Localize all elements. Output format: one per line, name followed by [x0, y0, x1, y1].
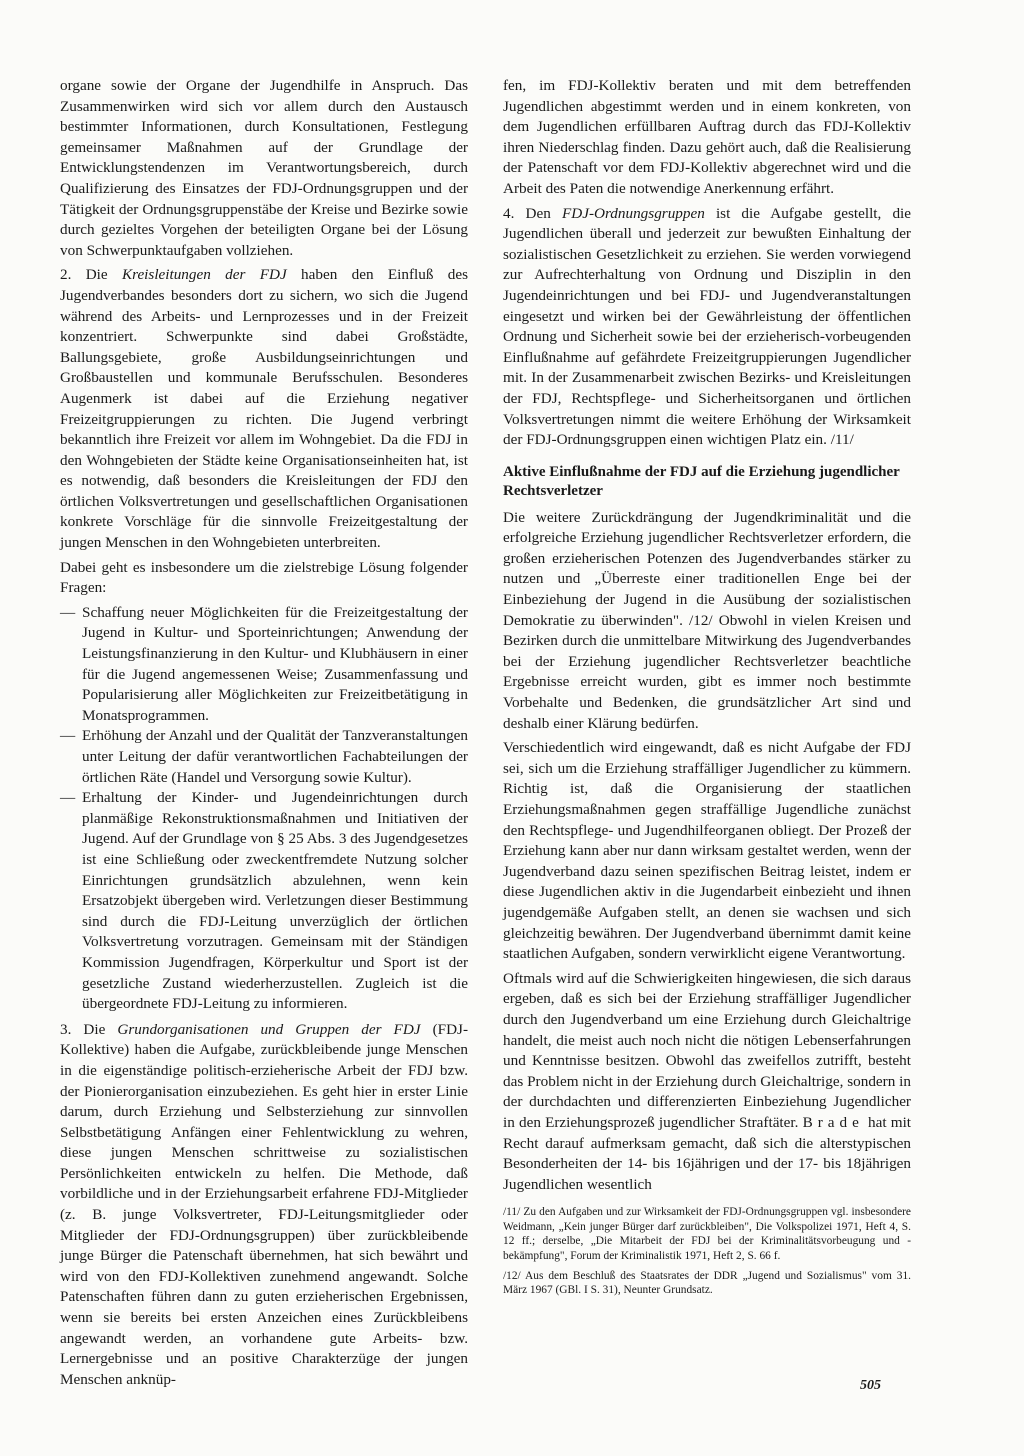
- paragraph-text: hat mit Recht darauf aufmerksam gemacht, daß sich die alterstypischen Besonderheiten der 14- bis 16jährigen und der 17- bis 18jährigen Jugendlichen wesentlich: [503, 1113, 912, 1193]
- emphasis-grundorganisationen: Grundorganisationen und Gruppen der FDJ: [117, 1020, 421, 1038]
- right-paragraph-3: Die weitere Zurückdrängung der Jugendkriminalität und die erfolgreiche Erziehung jugendlicher Rechtsverletzer erfordern, die großen erzieherischen Potenzen des Jugendverbandes stärker zu nutzen und „Überreste einer traditionellen Enge bei der Einbeziehung der Jugend in die Ausübung der sozialistischen Demokratie zu überwinden". /12/ Obwohl in vielen Kreisen und Bezirken durch die unmittelbare Mitwirkung des Jugendverbandes bei der Erziehung jugendlicher Rechtsverletzer beachtliche Ergebnisse erreicht wurden, gibt es immer noch bestimmte Vorbehalte und Bedenken, die grundsätzlicher Art sind und deshalb einer Klärung bedürfen.: [503, 508, 911, 732]
- list-item: — Erhaltung der Kinder- und Jugendeinrichtungen durch planmäßige Rekonstruktionsmaßnahmen und Initiativen der Jugend. Auf der Grundlage von § 25 Abs. 3 des Jugendgesetzes ist eine Schließung oder zweckentfremdete Nutzung solcher Einrichtungen grundsätzlich abzulehnen, wenn kein Ersatzobjekt übergeben wird. Verletzungen dieser Bestimmung sind durch die FDJ-Leitung unverzüglich der örtlichen Volksvertretung vorzutragen. Gemeinsam mit der Ständigen Kommission Jugendfragen, Körperkultur und Sport ist der gesetzliche Zustand wiederherzustellen. Zugleich ist die übergeordnete FDJ-Leitung zu informieren.: [60, 788, 468, 1015]
- item-number: 4. Den: [503, 204, 551, 222]
- left-paragraph-4: [60, 1020, 468, 1391]
- dash-list: [60, 603, 468, 1015]
- item-number: 2. Die: [60, 266, 108, 284]
- emphasis-kreisleitungen: Kreisleitungen der FDJ: [121, 266, 287, 284]
- left-paragraph-3: Dabei geht es insbesondere um die zielstrebige Lösung folgender Fragen:: [60, 558, 468, 597]
- footnote-12: /12/ Aus dem Beschluß des Staatsrates der DDR „Jugend und Sozialismus" vom 31. März 1967 (GBl. I S. 31), Neunter Grundsatz.: [503, 1269, 911, 1297]
- paragraph-text: Oftmals wird auf die Schwierigkeiten hingewiesen, die sich daraus ergeben, daß es sich bei der Erziehung straffälliger Jugendlicher durch den Jugendverband um eine Erziehung durch Gleichaltrige handelt, die meist auch noch nicht die nötigen Lebenserfahrungen und Kenntnisse besitzen. Obwohl das zweifellos zutrifft, besteht das Problem nicht in der Erziehung durch Gleichaltrige, sondern in der durchdachten und differenzierten Einbeziehung Jugendlicher in den Erziehungsprozeß jugendlicher Straftäter.: [503, 969, 911, 1131]
- right-paragraph-4: Verschiedentlich wird eingewandt, daß es nicht Aufgabe der FDJ sei, sich um die Erziehung straffälliger Jugendlicher zu kümmern. Richtig ist, daß die Organisierung der staatlichen Erziehungsmaßnahmen gegen straffällige Jugendliche zunächst den Rechtspflege- und Jugendhilfeorganen obliegt. Der Prozeß der Erziehung kann aber nur dann wirksam gestaltet werden, wenn der Jugendverband dazu seinen spezifischen Beitrag leistet, indem er diese Jugendlichen aktiv in die Jugendarbeit einbezieht und ihnen jugendgemäße Aufgaben stellt, an denen sie wachsen und sich gleichzeitig bewähren. Der Jugendverband übernimmt damit keine staatlichen Aufgaben, sondern verwirklicht eigene Verantwortung.: [503, 739, 911, 963]
- right-paragraph-1: fen, im FDJ-Kollektiv beraten und mit dem betreffenden Jugendlichen abgestimmt werden und in einem konkreten, von dem Jugendlichen erfüllbaren Auftrag durch das FDJ-Kollektiv ihren Niederschlag finden. Dazu gehört auch, daß die Realisierung der Patenschaft vor dem FDJ-Kollektiv abgerechnet wird und die Arbeit des Paten die notwendige Anerkennung erfährt.: [503, 77, 911, 197]
- list-item: — Erhöhung der Anzahl und der Qualität der Tanzveranstaltungen unter Leitung der dafür verantwortlichen Fachabteilungen der örtlichen Räte (Handel und Versorgung sowie Kultur).: [60, 726, 468, 788]
- emphasis-ordnungsgruppen: FDJ-Ordnungsgruppen: [561, 204, 705, 222]
- spaced-author-name: Brade: [802, 1113, 864, 1131]
- page-number: 505: [860, 1378, 881, 1393]
- footnotes: [503, 1205, 911, 1298]
- paragraph-text: (FDJ-Kollektive) haben die Aufgabe, zurückbleibende junge Menschen in die eigenständige politisch-erzieherische Arbeit der FDJ bzw. der Pionierorganisation einzubeziehen. Es geht hier in erster Linie darum, durch Erziehung und Selbsterziehung zur sinnvollen Selbstbetätigung Anfängen einer Fehlentwicklung zu wehren, diese jungen Menschen schrittweise zu sozialistischen Persönlichkeiten entwickeln zu helfen. Die Methode, daß vorbildliche und in der Erziehungsarbeit erfahrene FDJ-Mitglieder (z. B. junge Volksvertreter, FDJ-Leitungsmitglieder oder Mitglieder der FDJ-Ordnungsgruppen) über zurückbleibende junge Bürger die Patenschaft übernehmen, hat sich bewährt und wird von den FDJ-Kollektiven zunehmend angewandt. Solche Patenschaften führen dann zu guten erzieherischen Ergebnissen, wenn sie bereits bei ersten Anzeichen eines Zurückbleibens angewandt werden, an vorhandene gute Arbeits- bzw. Lernergebnisse und an positive Charakterzüge der jungen Menschen anknüp-: [60, 1020, 469, 1388]
- left-column: [60, 76, 468, 1394]
- paragraph-text: haben den Einfluß des Jugendverbandes besonders dort zu sichern, wo sich die Jugend während des Arbeits- und Lernprozesses und in der Freizeit konzentriert. Schwerpunkte sind dabei Großstädte, Ballungsgebiete, große Ausbildungseinrichtungen und Großbaustellen und kommunale Berufsschulen. Besonderes Augenmerk ist dabei auf die Erziehung negativer Freizeitgruppierungen zu richten. Die Jugend verbringt bekanntlich ihre Freizeit vor allem im Wohngebiet. Da die FDJ in den Wohngebieten der Städte keine Organisationseinheiten hat, ist es notwendig, daß besonders die Kreisleitungen der FDJ den örtlichen Volksvertretungen und gesellschaftlichen Organisationen konkrete Vorschläge für die sinnvolle Freizeitgestaltung der jungen Menschen in den Wohngebieten unterbreiten.: [60, 266, 468, 552]
- left-paragraph-1: organe sowie der Organe der Jugendhilfe in Anspruch. Das Zusammenwirken wird sich vor allem durch den Austausch bestimmter Informationen, durch Konsultationen, Festlegung gemeinsamer Maßnahmen auf der Grundlage der Entwicklungstendenzen im Verantwortungsbereich, durch Qualifizierung des Einsatzes der FDJ-Ordnungsgruppen und der Tätigkeit der Ordnungsgruppenstäbe der Kreise und Bezirke sowie durch gezieltes Vorgehen der beteiligten Organe bei der Lösung von Schwerpunktaufgaben vollziehen.: [60, 77, 468, 259]
- section-heading: Aktive Einflußnahme der FDJ auf die Erziehung jugendlicher Rechtsverletzer: [503, 463, 900, 500]
- item-number: 3. Die: [60, 1020, 106, 1038]
- right-paragraph-2: [503, 204, 911, 451]
- footnote-11: /11/ Zu den Aufgaben und zur Wirksamkeit der FDJ-Ordnungsgruppen vgl. insbesondere Weidmann, „Kein junger Bürger darf zurückbleiben", Die Volkspolizei 1971, Heft 4, S. 12 ff.; derselbe, „Die Mitarbeit der FDJ bei der Kriminalitätsvorbeugung und -bekämpfung", Forum der Kriminalistik 1971, Heft 2, S. 66 f.: [503, 1206, 911, 1263]
- right-paragraph-5: [503, 969, 911, 1196]
- paragraph-text: ist die Aufgabe gestellt, die Jugendlichen überall und jederzeit zur bewußten Einhaltung der sozialistischen Gesetzlichkeit zu erziehen. Sie werden vorwiegend zur Aufrechterhaltung von Ordnung und Disziplin in den Jugendeinrichtungen und bei FDJ- und Jugendveranstaltungen eingesetzt und wirken bei der Gewährleistung der öffentlichen Ordnung und Sicherheit sowie bei der erzieherisch-vorbeugenden Einflußnahme auf gefährdete Freizeitgruppierungen Jugendlicher mit. In der Zusammenarbeit zwischen Bezirks- und Kreisleitungen der FDJ, Rechtspflege- und Sicherheitsorganen und örtlichen Volksvertretungen nimmt die weitere Erhöhung der Wirksamkeit der FDJ-Ordnungsgruppen einen wichtigen Platz ein. /11/: [503, 204, 911, 449]
- left-paragraph-2: [60, 265, 468, 553]
- list-item: — Schaffung neuer Möglichkeiten für die Freizeitgestaltung der Jugend in Kultur- und Sporteinrichtungen; Anwendung der Leistungsfinanzierung in den Kultur- und Klubhäusern in einer für die Jugend angemessenen Weise; Zusammenfassung und Popularisierung aller Möglichkeiten zur Freizeitbetätigung in Monatsprogrammen.: [60, 603, 468, 727]
- right-column: [503, 76, 911, 1303]
